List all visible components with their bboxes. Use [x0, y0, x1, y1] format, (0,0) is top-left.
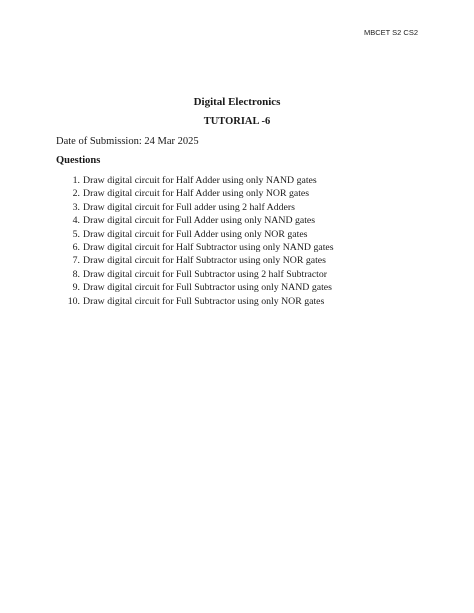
page-title: Digital Electronics: [193, 96, 281, 108]
question-number: 2.: [72, 188, 80, 200]
question-text: Draw digital circuit for Full Subtractor using only NOR gates: [83, 295, 325, 307]
list-item: [56, 174, 436, 187]
list-item: [56, 214, 436, 227]
question-number: 9.: [72, 282, 80, 294]
question-text: Draw digital circuit for Half Adder using only NAND gates: [83, 175, 317, 186]
question-text: Draw digital circuit for Full adder using 2 half Adders: [83, 201, 295, 213]
list-item: [56, 254, 436, 267]
question-text: Draw digital circuit for Half Subtractor using only NOR gates: [83, 255, 326, 267]
list-item: [56, 201, 436, 214]
list-item: [56, 228, 436, 241]
question-text: Draw digital circuit for Half Adder using only NOR gates: [83, 188, 310, 200]
question-number: 3.: [72, 201, 80, 213]
list-item: [56, 187, 436, 200]
questions-heading: Questions: [56, 155, 101, 166]
question-number: 4.: [72, 215, 80, 227]
question-list: [56, 174, 436, 308]
submission-date: Date of Submission: 24 Mar 2025: [56, 136, 199, 147]
question-number: 7.: [72, 255, 80, 267]
question-number: 10.: [67, 295, 80, 307]
question-number: 1.: [72, 175, 80, 186]
question-text: Draw digital circuit for Full Adder using only NOR gates: [83, 228, 308, 240]
header-tag: MBCET S2 CS2: [363, 28, 418, 37]
question-number: 6.: [72, 241, 80, 253]
question-text: Draw digital circuit for Full Subtractor using 2 half Subtractor: [83, 268, 328, 280]
question-number: 5.: [72, 228, 80, 240]
question-text: Draw digital circuit for Half Subtractor using only NAND gates: [83, 241, 334, 253]
page-subtitle: TUTORIAL -6: [203, 116, 271, 127]
list-item: [56, 268, 436, 281]
question-text: Draw digital circuit for Full Subtractor using only NAND gates: [83, 282, 332, 294]
list-item: [56, 241, 436, 254]
list-item: [56, 295, 436, 308]
question-number: 8.: [72, 268, 80, 280]
list-item: [56, 281, 436, 294]
question-text: Draw digital circuit for Full Adder using only NAND gates: [83, 215, 316, 227]
